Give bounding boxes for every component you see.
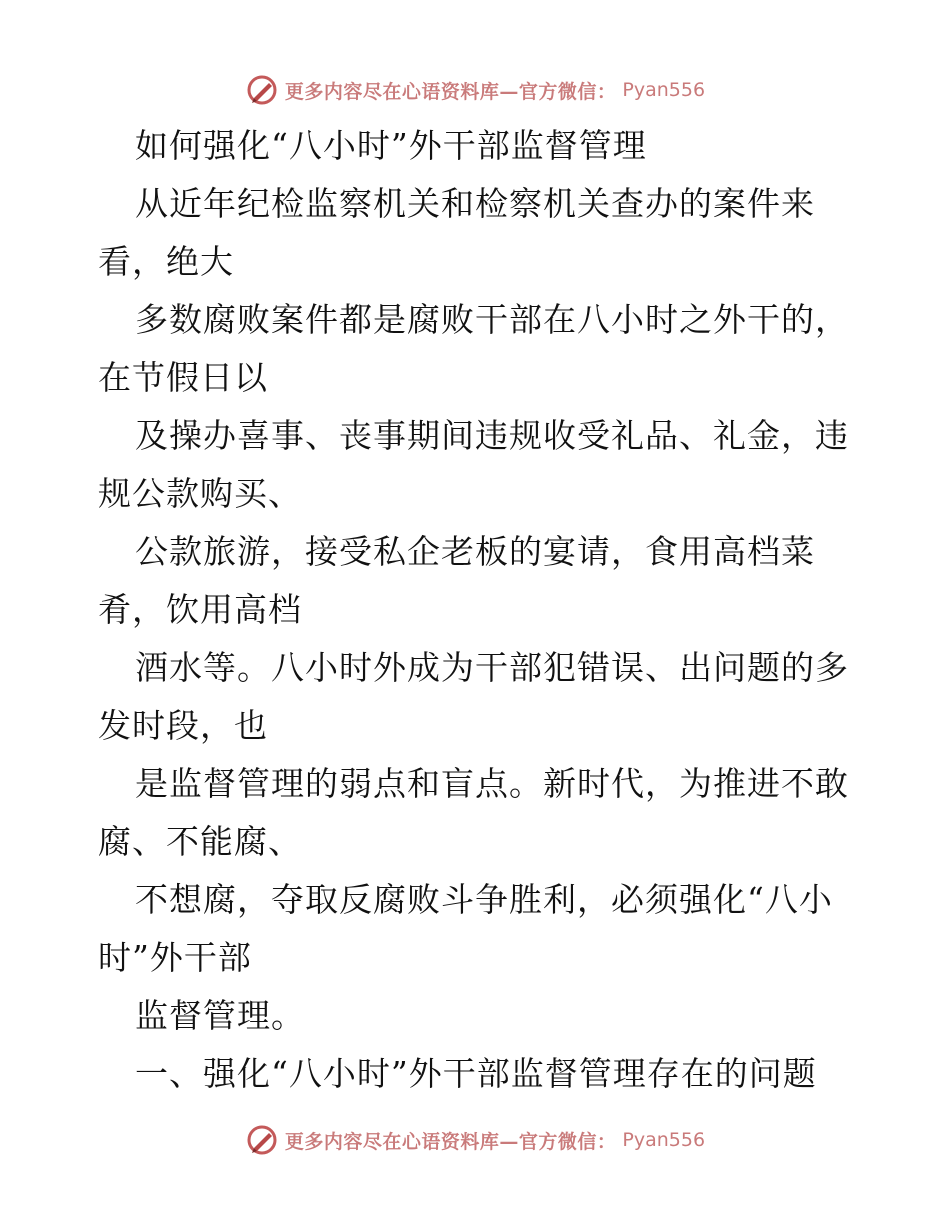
text-line: 发时段，也 (98, 706, 268, 745)
text-line: 在节假日以 (98, 358, 268, 397)
section-heading: 一、强化“八小时”外干部监督管理存在的问题 (135, 1054, 817, 1093)
text-line: 规公款购买、 (98, 474, 302, 513)
watermark-text: 更多内容尽在心语资料库—官方微信： (284, 1130, 617, 1153)
document-body (98, 117, 858, 1103)
text-line: 公款旅游，接受私企老板的宴请，食用高档菜 (135, 532, 815, 571)
header-watermark (0, 70, 950, 110)
text-line: 腐、不能腐、 (98, 822, 302, 861)
footer-watermark (0, 1120, 950, 1160)
text-line: 肴，饮用高档 (98, 590, 302, 629)
text-line: 时”外干部 (98, 938, 252, 977)
document-title: 如何强化“八小时”外干部监督管理 (135, 126, 647, 165)
text-line: 及操办喜事、丧事期间违规收受礼品、礼金，违 (135, 416, 849, 455)
text-line: 不想腐，夺取反腐败斗争胜利，必须强化“八小 (135, 880, 833, 919)
text-line: 多数腐败案件都是腐败干部在八小时之外干的， (135, 300, 849, 339)
text-line: 看，绝大 (98, 242, 234, 281)
watermark-wechat-id: Pyan556 (622, 79, 706, 101)
watermark-wechat-id: Pyan556 (622, 1129, 706, 1151)
watermark-text: 更多内容尽在心语资料库—官方微信： (284, 80, 617, 103)
text-line: 是监督管理的弱点和盲点。新时代，为推进不敢 (135, 764, 849, 803)
pen-logo-icon (245, 1123, 279, 1157)
text-line: 从近年纪检监察机关和检察机关查办的案件来 (135, 184, 815, 223)
pen-logo-icon (245, 73, 279, 107)
text-line: 监督管理。 (135, 996, 305, 1035)
text-line: 酒水等。八小时外成为干部犯错误、出问题的多 (135, 648, 849, 687)
